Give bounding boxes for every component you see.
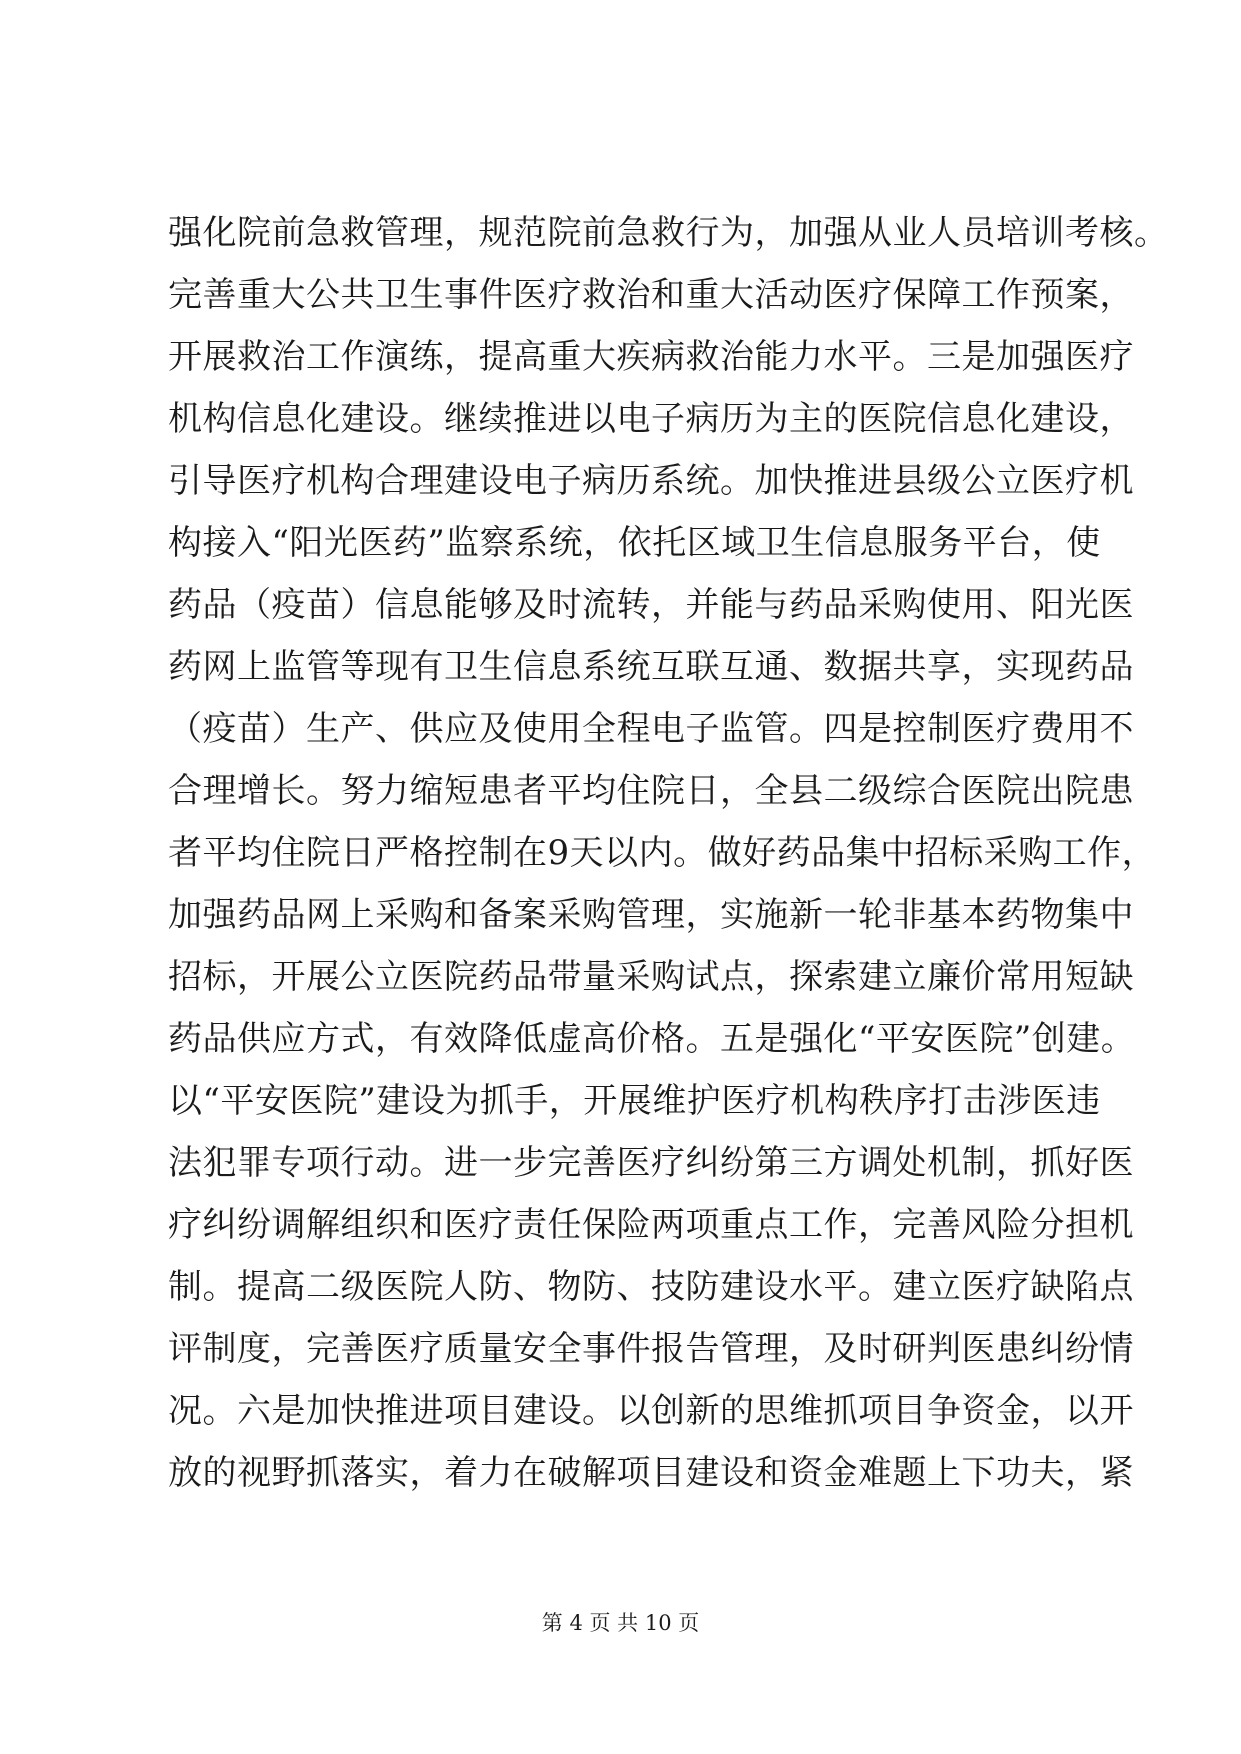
body-text [168, 202, 1169, 1504]
text-line: 构接入“阳光医药”监察系统，依托区域卫生信息服务平台，使 [168, 523, 1101, 563]
text-line: 合理增长。努力缩短患者平均住院日，全县二级综合医院出院患 [168, 771, 1134, 811]
text-line: 开展救治工作演练，提高重大疾病救治能力水平。三是加强医疗 [168, 337, 1134, 377]
text-line: 放的视野抓落实，着力在破解项目建设和资金难题上下功夫，紧 [168, 1453, 1134, 1493]
text-line: 况。六是加快推进项目建设。以创新的思维抓项目争资金，以开 [168, 1391, 1134, 1431]
page-footer: 第 4 页 共 10 页 [541, 1611, 700, 1635]
text-line: 加强药品网上采购和备案采购管理，实施新一轮非基本药物集中 [168, 895, 1134, 935]
text-line: 完善重大公共卫生事件医疗救治和重大活动医疗保障工作预案， [168, 275, 1134, 315]
text-line: （疫苗）生产、供应及使用全程电子监管。四是控制医疗费用不 [168, 709, 1134, 749]
text-line: 引导医疗机构合理建设电子病历系统。加快推进县级公立医疗机 [168, 461, 1134, 501]
text-line: 药品供应方式，有效降低虚高价格。五是强化“平安医院”创建。 [168, 1019, 1136, 1059]
text-line: 强化院前急救管理，规范院前急救行为，加强从业人员培训考核。 [168, 213, 1169, 253]
text-line: 者平均住院日严格控制在9天以内。做好药品集中招标采购工作， [168, 833, 1157, 873]
text-line: 制。提高二级医院人防、物防、技防建设水平。建立医疗缺陷点 [168, 1267, 1134, 1307]
text-line: 疗纠纷调解组织和医疗责任保险两项重点工作，完善风险分担机 [168, 1205, 1134, 1245]
text-line: 招标，开展公立医院药品带量采购试点，探索建立廉价常用短缺 [168, 957, 1134, 997]
text-line: 药品（疫苗）信息能够及时流转，并能与药品采购使用、阳光医 [168, 585, 1134, 625]
text-line: 法犯罪专项行动。进一步完善医疗纠纷第三方调处机制，抓好医 [168, 1143, 1134, 1183]
text-line: 药网上监管等现有卫生信息系统互联互通、数据共享，实现药品 [168, 647, 1134, 687]
text-line: 机构信息化建设。继续推进以电子病历为主的医院信息化建设， [168, 399, 1134, 439]
text-line: 以“平安医院”建设为抓手，开展维护医疗机构秩序打击涉医违 [168, 1081, 1101, 1121]
text-line: 评制度，完善医疗质量安全事件报告管理，及时研判医患纠纷情 [168, 1329, 1134, 1369]
